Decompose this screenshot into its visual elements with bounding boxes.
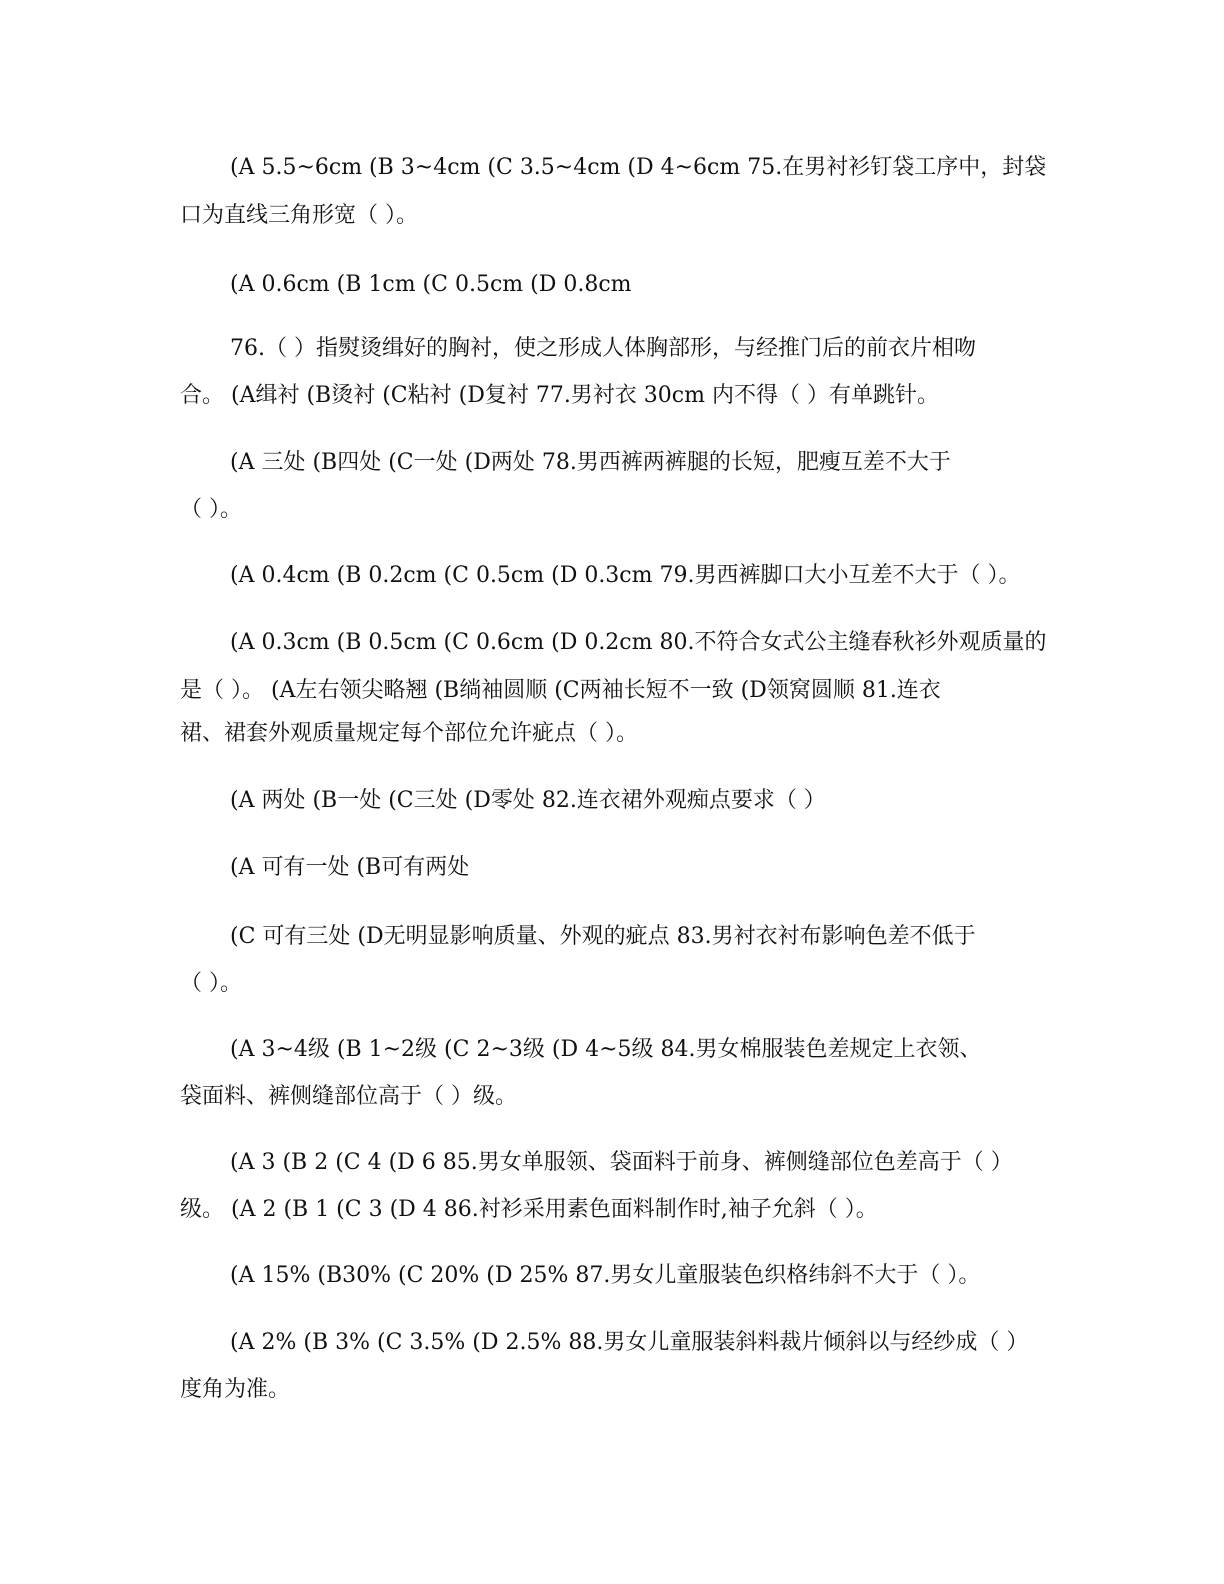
text-line: (A 两处 (B一处 (C三处 (D零处 82.连衣裙外观痴点要求（ ） bbox=[230, 788, 826, 813]
text-line: 裙、裙套外观质量规定每个部位允许疵点（ ）。 bbox=[180, 721, 638, 746]
text-line: (A 2% (B 3% (C 3.5% (D 2.5% 88.男女儿童服装斜料裁片倾斜以与经纱成（ ） bbox=[230, 1330, 1029, 1355]
text-line: 合。 (A缉衬 (B烫衬 (C粘衬 (D复衬 77.男衬衣 30cm 内不得（ ）有单跳针。 bbox=[180, 383, 939, 408]
text-line: (A 3~4级 (B 1~2级 (C 2~3级 (D 4~5级 84.男女棉服装色差规定上衣领、 bbox=[230, 1037, 982, 1062]
text-line: (A 15% (B30% (C 20% (D 25% 87.男女儿童服装色织格纬斜不大于（ ）。 bbox=[230, 1263, 981, 1288]
text-line: （ ）。 bbox=[180, 971, 242, 996]
text-line: (A 三处 (B四处 (C一处 (D两处 78.男西裤两裤腿的长短，肥瘦互差不大于 bbox=[230, 450, 951, 475]
text-line: (C 可有三处 (D无明显影响质量、外观的疵点 83.男衬衣衬布影响色差不低于 bbox=[230, 924, 976, 949]
text-line: (A 0.6cm (B 1cm (C 0.5cm (D 0.8cm bbox=[230, 272, 632, 297]
text-line: (A 0.4cm (B 0.2cm (C 0.5cm (D 0.3cm 79.男西裤脚口大小互差不大于（ ）。 bbox=[230, 563, 1021, 588]
text-line: 76.（ ）指熨烫缉好的胸衬，使之形成人体胸部形，与经推门后的前衣片相吻 bbox=[230, 336, 976, 361]
text-line: 级。 (A 2 (B 1 (C 3 (D 4 86.衬衫采用素色面料制作时,袖子允斜（ ）。 bbox=[180, 1197, 878, 1222]
text-line: (A 可有一处 (B可有两处 bbox=[230, 855, 470, 880]
text-line: 度角为准。 bbox=[180, 1377, 291, 1402]
text-line: 袋面料、裤侧缝部位高于（ ）级。 bbox=[180, 1084, 517, 1109]
text-line: 是（ ）。 (A左右领尖略翘 (B绱袖圆顺 (C两袖长短不一致 (D领窝圆顺 81.连衣 bbox=[180, 678, 941, 703]
text-line: （ ）。 bbox=[180, 497, 242, 522]
text-line: (A 5.5~6cm (B 3~4cm (C 3.5~4cm (D 4~6cm 75.在男衬衫钉袋工序中，封袋 bbox=[230, 155, 1047, 180]
text-line: (A 3 (B 2 (C 4 (D 6 85.男女单服领、袋面料于前身、裤侧缝部位色差高于（ ） bbox=[230, 1150, 1013, 1175]
text-line: 口为直线三角形宽（ ）。 bbox=[180, 203, 418, 228]
text-line: (A 0.3cm (B 0.5cm (C 0.6cm (D 0.2cm 80.不符合女式公主缝春秋衫外观质量的 bbox=[230, 630, 1047, 655]
